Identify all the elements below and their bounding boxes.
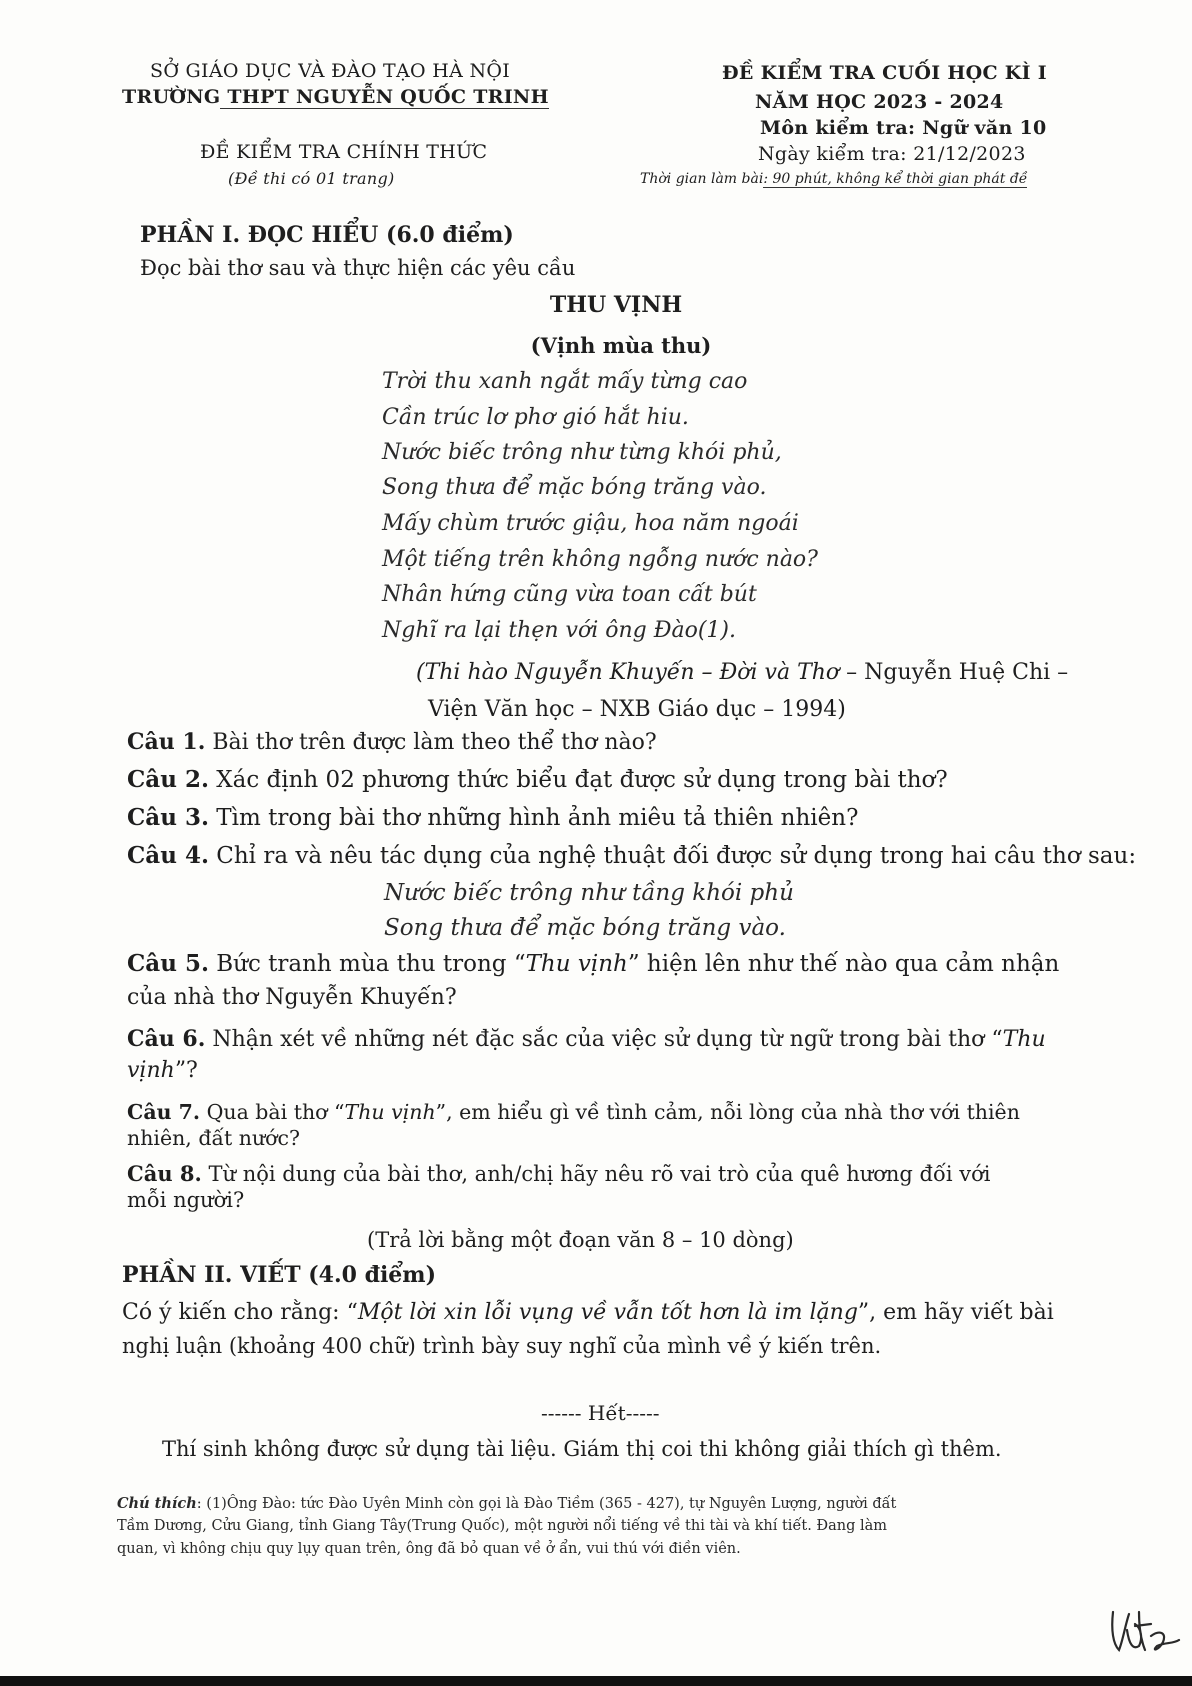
question-8-line2: mỗi người?	[127, 1188, 245, 1212]
school-year: NĂM HỌC 2023 - 2024	[755, 91, 1004, 113]
part1-instruction: Đọc bài thơ sau và thực hiện các yêu cầu	[140, 256, 576, 280]
q2-label: Câu 2.	[127, 766, 209, 793]
q1-label: Câu 1.	[127, 729, 206, 755]
source-italic: (Thi hào Nguyễn Khuyến – Đời và Thơ	[416, 660, 840, 685]
footnote-line-3: quan, vì không chịu quy lụy quan trên, ông đã bỏ quan về ở ẩn, vui thú với điền viên.	[117, 1541, 741, 1557]
official-label: ĐỀ KIỂM TRA CHÍNH THỨC	[200, 141, 488, 163]
q6-b: ”?	[174, 1058, 198, 1083]
part2-quote: Một lời xin lỗi vụng về vẫn tốt hơn là im lặng	[357, 1300, 858, 1325]
part2-prompt	[122, 1300, 1054, 1325]
q5-title: Thu vịnh	[525, 951, 628, 977]
exam-date: Ngày kiểm tra: 21/12/2023	[758, 143, 1026, 165]
footnote-line-1	[117, 1493, 896, 1515]
subject: Môn kiểm tra: Ngữ văn 10	[760, 117, 1047, 139]
poem-line-4: Song thưa để mặc bóng trăng vào.	[382, 475, 767, 500]
q4-text: Chỉ ra và nêu tác dụng của nghệ thuật đối được sử dụng trong hai câu thơ sau:	[208, 843, 1137, 869]
duration-prefix: Thời gian làm bài	[640, 171, 764, 187]
q2-text: Xác định 02 phương thức biểu đạt được sử dụng trong bài thơ?	[208, 767, 948, 793]
q3-label: Câu 3.	[127, 804, 209, 831]
q6-title2: vịnh	[127, 1058, 175, 1083]
question-4	[127, 842, 1136, 869]
poem-line-3: Nước biếc trông như từng khói phủ,	[382, 440, 782, 465]
q5-b: ” hiện lên như thế nào qua cảm nhận	[627, 951, 1060, 977]
question-3	[127, 804, 858, 831]
exam-notice: Thí sinh không được sử dụng tài liệu. Giám thị coi thi không giải thích gì thêm.	[162, 1437, 1002, 1461]
poem-source-line2: Viện Văn học – NXB Giáo dục – 1994)	[428, 697, 846, 722]
page-count: (Đề thi có 01 trang)	[228, 169, 395, 188]
q7-label: Câu 7.	[127, 1100, 201, 1124]
poem-subtitle: (Vịnh mùa thu)	[530, 333, 712, 358]
question-2	[127, 766, 948, 793]
q4-label: Câu 4.	[127, 842, 209, 869]
question-1	[127, 729, 657, 755]
poem-source	[416, 660, 1068, 685]
part2-text-a: Có ý kiến cho rằng: “	[122, 1300, 358, 1325]
poem-line-8: Nghĩ ra lại thẹn với ông Đào(1).	[382, 618, 736, 643]
question-8-note: (Trả lời bằng một đoạn văn 8 – 10 dòng)	[367, 1228, 794, 1252]
footnote-text-1: : (1)Ông Đào: tức Đào Uyên Minh còn gọi là Đào Tiềm (365 - 427), tự Nguyên Lượng, người đất	[196, 1496, 897, 1512]
poem-title: THU VỊNH	[549, 292, 683, 318]
school-name	[122, 86, 549, 108]
q7-b: ”, em hiểu gì về tình cảm, nỗi lòng của nhà thơ với thiên	[435, 1100, 1020, 1124]
q7-title: Thu vịnh	[344, 1100, 436, 1124]
exam-title: ĐỀ KIỂM TRA CUỐI HỌC KÌ I	[722, 62, 1047, 84]
q3-text: Tìm trong bài thơ những hình ảnh miêu tả thiên nhiên?	[208, 805, 859, 831]
q5-label: Câu 5.	[127, 950, 209, 977]
part1-title: PHẦN I. ĐỌC HIỂU (6.0 điểm)	[140, 222, 514, 248]
q4-verse-2: Song thưa để mặc bóng trăng vào.	[384, 915, 786, 941]
poem-line-6: Một tiếng trên không ngỗng nước nào?	[382, 547, 818, 572]
scan-edge	[0, 1676, 1192, 1686]
exam-duration	[640, 171, 1027, 187]
footnote-label: Chú thích	[117, 1495, 197, 1512]
q4-verse-1: Nước biếc trông như tầng khói phủ	[384, 880, 794, 906]
handwritten-initials-icon	[1105, 1600, 1185, 1660]
question-6	[127, 1026, 1046, 1052]
q6-label: Câu 6.	[127, 1026, 206, 1052]
q6-title1: Thu	[1002, 1027, 1046, 1052]
part2-prompt-line2: nghị luận (khoảng 400 chữ) trình bày suy nghĩ của mình về ý kiến trên.	[122, 1334, 882, 1358]
poem-line-7: Nhân hứng cũng vừa toan cất bút	[382, 582, 757, 607]
question-5	[127, 950, 1059, 977]
q8-text: Từ nội dung của bài thơ, anh/chị hãy nêu rõ vai trò của quê hương đối với	[201, 1162, 991, 1186]
q8-label: Câu 8.	[127, 1161, 202, 1186]
school-prefix: TRƯỜNG	[122, 86, 221, 108]
poem-line-5: Mấy chùm trước giậu, hoa năm ngoái	[382, 511, 799, 536]
q5-a: Bức tranh mùa thu trong “	[208, 951, 526, 977]
source-rest: – Nguyễn Huệ Chi –	[839, 660, 1069, 685]
footnote-line-2: Tầm Dương, Cửu Giang, tỉnh Giang Tây(Trung Quốc), một người nổi tiếng về thi tài và khí tiết. Đang làm	[117, 1518, 888, 1534]
dept-name: SỞ GIÁO DỤC VÀ ĐÀO TẠO HÀ NỘI	[150, 60, 511, 82]
q7-a: Qua bài thơ “	[200, 1100, 345, 1124]
question-6-line2	[127, 1058, 198, 1083]
school-name-text: THPT NGUYỄN QUỐC TRINH	[220, 86, 549, 108]
duration-rest: : 90 phút, không kể thời gian phát đề	[763, 171, 1028, 187]
part2-title: PHẦN II. VIẾT (4.0 điểm)	[122, 1262, 436, 1288]
part2-text-b: ”, em hãy viết bài	[857, 1300, 1054, 1325]
poem-line-2: Cần trúc lơ phơ gió hắt hiu.	[382, 405, 689, 430]
question-5-line2: của nhà thơ Nguyễn Khuyến?	[127, 985, 457, 1010]
question-8	[127, 1161, 990, 1186]
end-marker: ------ Hết-----	[541, 1401, 660, 1425]
q1-text: Bài thơ trên được làm theo thể thơ nào?	[205, 730, 657, 755]
question-7	[127, 1100, 1020, 1124]
question-7-line2: nhiên, đất nước?	[127, 1126, 300, 1150]
poem-line-1: Trời thu xanh ngắt mấy từng cao	[382, 369, 748, 394]
q6-a: Nhận xét về những nét đặc sắc của việc sử dụng từ ngữ trong bài thơ “	[205, 1027, 1003, 1052]
